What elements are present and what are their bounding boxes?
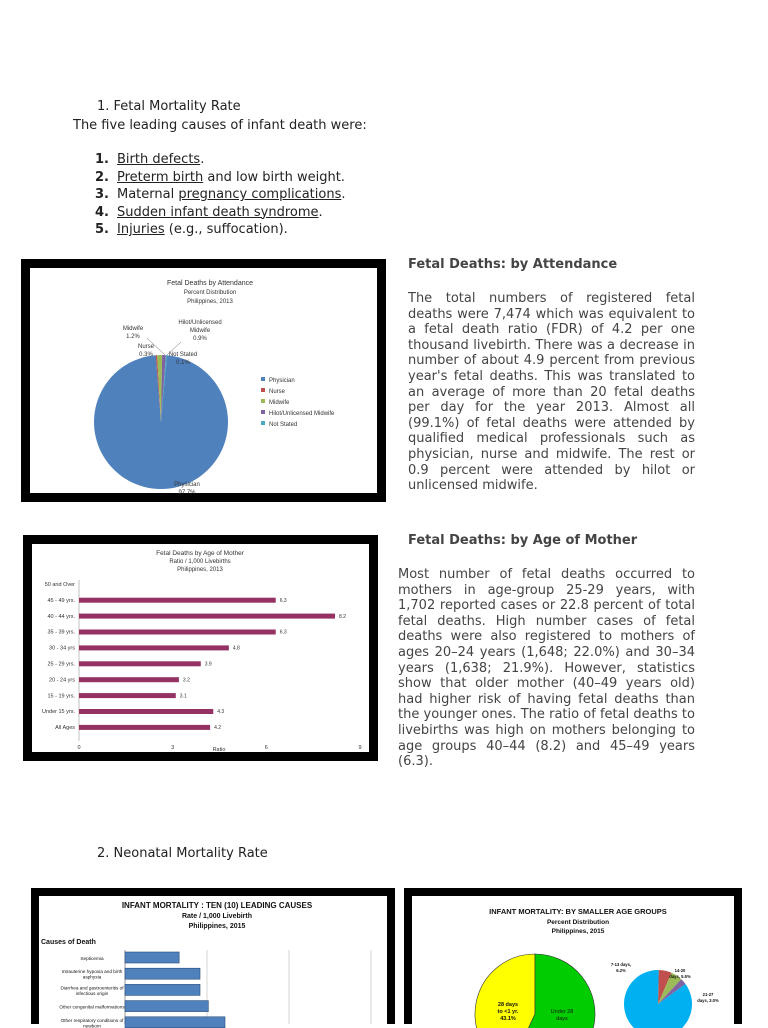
bar xyxy=(125,984,200,995)
label-not-stated: Not Stated xyxy=(168,352,198,358)
bar xyxy=(79,630,276,635)
bar-value-label: 3.1 xyxy=(179,693,187,700)
legend-swatch xyxy=(261,377,265,381)
legend-label: Physician xyxy=(269,378,295,384)
bar xyxy=(79,645,229,650)
infant-age-frame xyxy=(404,888,742,1024)
bar xyxy=(79,661,201,666)
chart-subtitle: Philippines, 2015 xyxy=(188,923,246,930)
bar xyxy=(125,952,179,963)
sub-label-21-27: 21-27 xyxy=(702,992,714,997)
legend-label: Nurse xyxy=(269,389,286,395)
list-item: 3. Maternal pregnancy complications. xyxy=(95,187,346,202)
label-physician: Physician xyxy=(174,482,200,488)
label-midwife: Midwife xyxy=(122,326,144,332)
infant-age-chart xyxy=(412,896,734,1024)
list-item: 1. Birth defects. xyxy=(95,152,205,167)
bar-value-label: 8.2 xyxy=(339,613,346,620)
category-label: Under 15 yrs. xyxy=(41,709,75,716)
category-label: Intrauterine hypoxia and birth xyxy=(61,969,123,975)
category-label: infectious origin xyxy=(75,990,109,996)
bar-value-label: 4.8 xyxy=(232,645,240,652)
age-bar-chart xyxy=(32,544,369,752)
x-tick-label: 0 xyxy=(77,745,81,751)
label-hilot: Midwife xyxy=(189,328,211,334)
label-nurse: Nurse xyxy=(137,344,155,350)
bar-value-label: 6.3 xyxy=(279,629,287,636)
legend-label: Not Stated xyxy=(269,422,298,428)
slice-label: to <1 yr. xyxy=(497,1009,519,1015)
x-axis-label: Ratio xyxy=(212,747,226,753)
axis-title: Causes of Death xyxy=(41,939,96,946)
category-label: 30 - 34 yrs xyxy=(49,645,75,652)
link-birth-defects[interactable]: Birth defects xyxy=(117,152,201,167)
chart-subtitle: Percent Distribution xyxy=(183,290,237,296)
slice-label: 43.1% xyxy=(500,1016,516,1022)
category-label: newborn xyxy=(83,1023,101,1028)
category-label: 35 - 39 yrs. xyxy=(47,629,75,636)
bar xyxy=(79,598,276,603)
link-pregnancy-complications[interactable]: pregnancy complications xyxy=(178,187,342,202)
attendance-title: Fetal Deaths: by Attendance xyxy=(408,257,618,272)
sub-label-14-20: days, 5.5% xyxy=(669,974,691,979)
intro-text: The five leading causes of infant death were: xyxy=(73,118,367,133)
chart-title: Fetal Deaths by Age of Mother xyxy=(156,550,244,557)
section-heading-fetal: 1. Fetal Mortality Rate xyxy=(97,99,241,114)
sub-label-7-13: 7-13 days, xyxy=(610,962,632,967)
chart-subtitle: Rate / 1,000 Livebirth xyxy=(181,913,253,920)
category-label: Diarrhea and gastroenteritis of xyxy=(60,985,124,991)
bar-value-label: 3.9 xyxy=(204,661,212,668)
chart-subtitle: Philippines, 2013 xyxy=(187,299,233,305)
category-label: Other respiratory conditions of xyxy=(60,1017,124,1023)
legend-swatch xyxy=(261,399,265,403)
category-label: Septicemia xyxy=(80,956,104,961)
sub-label-7-13: 6.2% xyxy=(616,968,626,973)
sub-label-14-20: 14-20 xyxy=(674,968,686,973)
label-physician: 97.7% xyxy=(178,490,196,496)
list-item: 2. Preterm birth and low birth weight. xyxy=(95,169,345,185)
category-label: 25 - 29 yrs. xyxy=(47,661,75,668)
infant-causes-chart xyxy=(39,896,387,1028)
bar xyxy=(79,693,176,698)
causes-list xyxy=(95,151,346,239)
legend-swatch xyxy=(261,421,265,425)
age-mother-title: Fetal Deaths: by Age of Mother xyxy=(408,533,638,548)
chart-title: INFANT MORTALITY: BY SMALLER AGE GROUPS xyxy=(489,907,667,916)
category-label: 20 - 24 yrs xyxy=(49,677,75,684)
legend-label: Hilot/Unlicensed Midwife xyxy=(269,411,335,417)
bar xyxy=(79,709,213,714)
attendance-pie-chart xyxy=(30,268,377,496)
link-injuries[interactable]: Injuries xyxy=(117,222,165,237)
category-label: All Ages xyxy=(55,725,75,732)
bar xyxy=(79,725,210,730)
x-tick-label: 9 xyxy=(358,745,362,751)
bar xyxy=(125,1017,225,1028)
section-heading-neonatal: 2. Neonatal Mortality Rate xyxy=(97,846,268,861)
age-chart-frame xyxy=(23,535,378,761)
chart-subtitle: Ratio / 1,000 Livebirths xyxy=(169,559,231,565)
sub-label-21-27: days, 3.0% xyxy=(697,998,719,1003)
link-sids[interactable]: Sudden infant death syndrome xyxy=(117,204,319,220)
category-label: Other congenital malformations xyxy=(59,1004,125,1010)
label-nurse: 0.3% xyxy=(139,352,153,358)
bar xyxy=(125,1001,208,1012)
chart-subtitle: Philippines, 2015 xyxy=(551,928,605,935)
category-label: asphyxia xyxy=(82,974,102,980)
legend-swatch xyxy=(261,410,265,414)
bar xyxy=(79,614,335,619)
bar-value-label: 6.3 xyxy=(279,597,287,604)
age-mother-text: Most number of fetal deaths occurred to mothers in age-group 25-29 years, with 1,702 reported cases or 22.8 percent of total fetal deaths. High number cases of fetal deaths were also registered to mothers of ages 20–24 years (1,648; 22.0%) and 30–34 years (1,638; 21.9%). However, statistics show that older mother (40–49 years old) had higher risk of having fetal deaths than the younger ones. The ratio of fetal deaths to livebirths was high on mothers belonging to age groups 40–44 (8.2) and 45–49 years (6.3). xyxy=(398,567,695,770)
bar xyxy=(125,968,200,979)
chart-subtitle: Philippines, 2013 xyxy=(177,567,223,573)
chart-title: INFANT MORTALITY : TEN (10) LEADING CAUSES xyxy=(121,901,313,910)
attendance-chart-frame xyxy=(21,259,386,502)
category-label: 40 - 44 yrs. xyxy=(47,613,75,620)
bar-value-label: 4.3 xyxy=(217,709,225,716)
category-label: 50 and Over xyxy=(44,582,75,588)
x-tick-label: 3 xyxy=(171,745,175,751)
list-item: 4. Sudden infant death syndrome. xyxy=(95,204,323,220)
bar-value-label: 3.2 xyxy=(182,677,190,684)
link-preterm-birth[interactable]: Preterm birth xyxy=(117,169,204,185)
label-not-stated: 0.1% xyxy=(176,360,190,366)
bar xyxy=(79,677,179,682)
slice-label: 28 days xyxy=(497,1002,519,1008)
attendance-text: The total numbers of registered fetal deaths were 7,474 which was equivalent to a fetal death ratio (FDR) of 4.2 per one thousand livebirth. There was a decrease in number of about 4.9 percent from previous year's fetal deaths. This was translated to an average of more than 20 fetal deaths per day for the year 2013. Almost all (99.1%) of fetal deaths were attended by qualified medical professionals such as physician, nurse and midwife. The rest or 0.9 percent were attended by hilot or unlicensed midwife. xyxy=(408,291,695,494)
category-label: 45 - 49 yrs. xyxy=(47,597,75,604)
legend-label: Midwife xyxy=(269,400,290,406)
label-midwife: 1.2% xyxy=(126,334,140,340)
slice-label: days xyxy=(556,1016,568,1022)
chart-subtitle: Percent Distribution xyxy=(546,919,610,926)
x-tick-label: 6 xyxy=(264,745,268,751)
infant-causes-frame xyxy=(31,888,395,1028)
category-label: 15 - 19 yrs. xyxy=(47,693,75,700)
chart-title: Fetal Deaths by Attendance xyxy=(167,280,253,287)
bar-value-label: 4.2 xyxy=(214,725,222,732)
legend-swatch xyxy=(261,388,265,392)
label-hilot: 0.9% xyxy=(193,336,207,342)
list-item: 5. Injuries (e.g., suffocation). xyxy=(95,222,288,237)
label-hilot: Hilot/Unlicensed xyxy=(178,320,222,326)
slice-label: Under 28 xyxy=(550,1009,574,1015)
